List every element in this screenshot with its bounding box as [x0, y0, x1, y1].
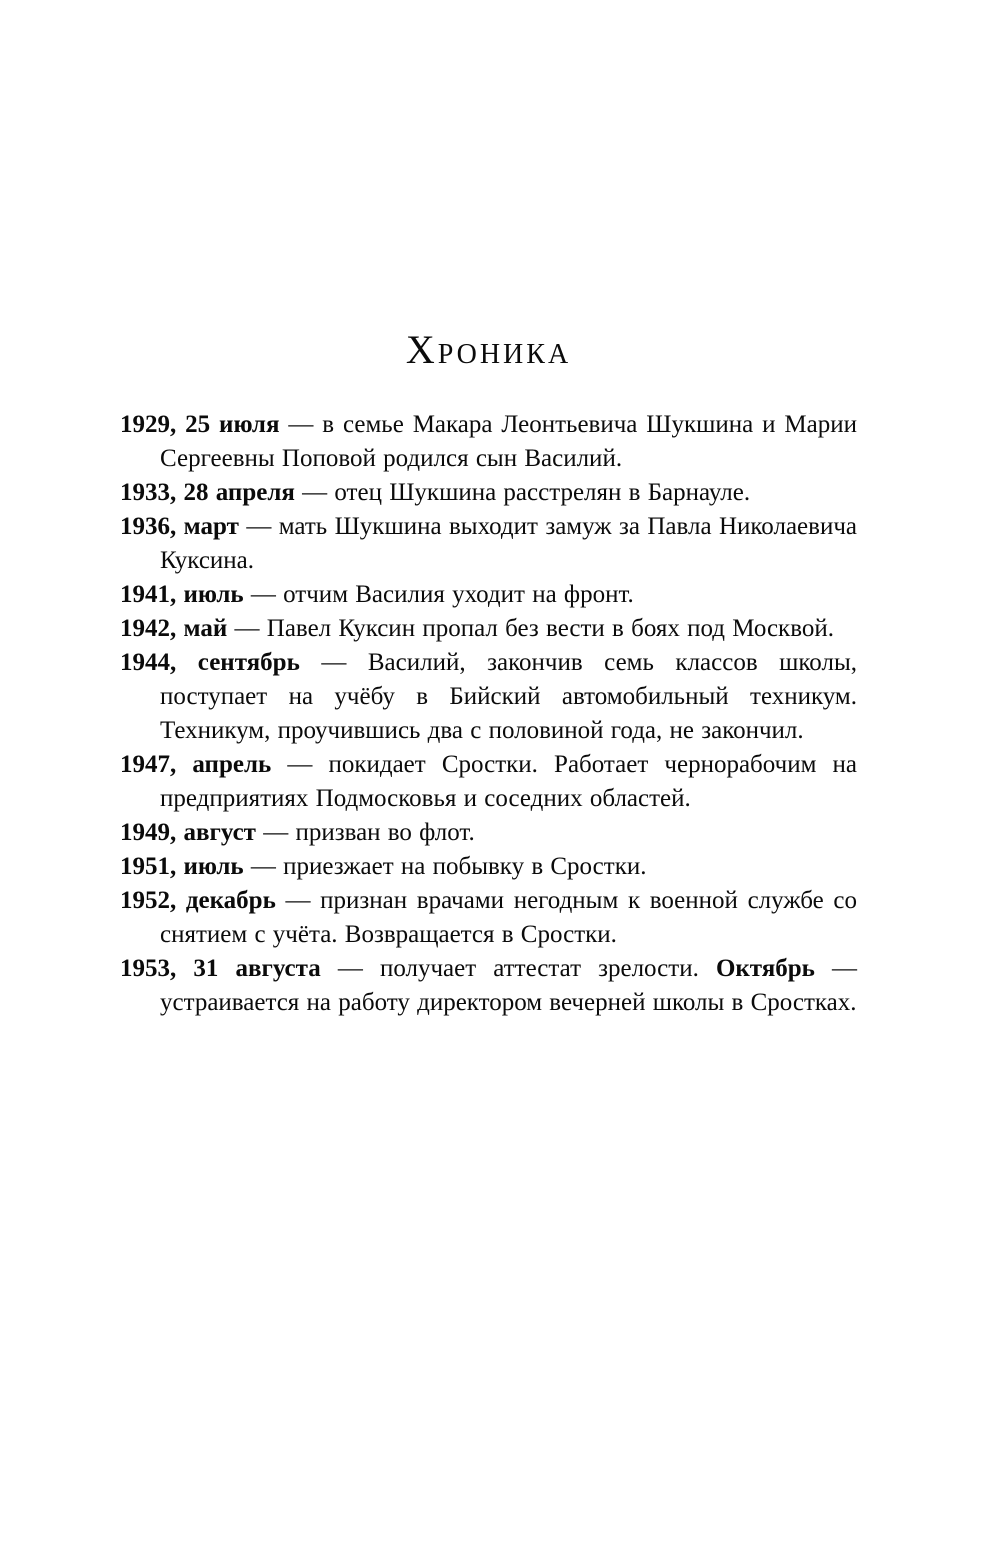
chronicle-entry: [120, 816, 857, 850]
entry-date: 1936, март: [120, 513, 239, 540]
entry-date: 1953, 31 августа: [120, 955, 321, 982]
page-title: Хроника: [405, 327, 572, 372]
entry-text: — призван во флот.: [263, 819, 475, 846]
entry-text: — отец Шукшина расстрелян в Барнауле.: [302, 479, 751, 506]
chronicle-entry: [120, 612, 857, 646]
entry-date: 1941, июль: [120, 581, 244, 608]
chronicle-entry: [120, 646, 857, 748]
chronicle-entry: [120, 952, 857, 1020]
chronicle-entry: [120, 578, 857, 612]
entry-text: — признан врачами негодным к военной службе со снятием с учёта. Возвращается в Сростки.: [160, 887, 857, 948]
chronicle-entry: [120, 408, 857, 476]
chronicle-entry: [120, 884, 857, 952]
entry-date-secondary: Октябрь: [715, 955, 815, 982]
entry-date: 1947, апрель: [120, 751, 272, 778]
entry-text: — в семье Макара Леонтьевича Шукшина и Марии Сергеевны Поповой родился сын Василий.: [160, 411, 858, 472]
entry-text: — покидает Сростки. Работает чернорабочим на предприятиях Подмосковья и соседних областей.: [160, 751, 857, 812]
entry-date: 1944, сентябрь: [120, 649, 300, 676]
entry-date: 1949, август: [120, 819, 256, 846]
chronicle-entry: [120, 850, 857, 884]
chronicle-entry: [120, 476, 857, 510]
chronicle-entry: [120, 748, 857, 816]
entry-date: 1951, июль: [120, 853, 244, 880]
entry-date: 1929, 25 июля: [120, 411, 280, 438]
entry-text: — Василий, закончив семь классов школы, поступает на учёбу в Бийский автомобильный техникум. Техникум, проучившись два с половиной года, не закончил.: [160, 649, 857, 744]
entry-text: — получает аттестат зрелости.: [337, 955, 699, 982]
page-content: [120, 327, 858, 1020]
entry-text: — отчим Василия уходит на фронт.: [250, 581, 634, 608]
chronicle-entry: [120, 510, 857, 578]
entry-date: 1933, 28 апреля: [120, 479, 295, 506]
entry-date: 1952, декабрь: [120, 887, 276, 914]
entry-text: — мать Шукшина выходит замуж за Павла Николаевича Куксина.: [160, 513, 857, 574]
entry-text: — Павел Куксин пропал без вести в боях под Москвой.: [234, 615, 834, 642]
entry-date: 1942, май: [120, 615, 228, 642]
entry-text: — приезжает на побывку в Сростки.: [250, 853, 647, 880]
chronicle-list: [120, 408, 857, 1020]
entry-text-secondary: — устраивается на работу директором вечерней школы в Сростках.: [160, 955, 857, 1016]
